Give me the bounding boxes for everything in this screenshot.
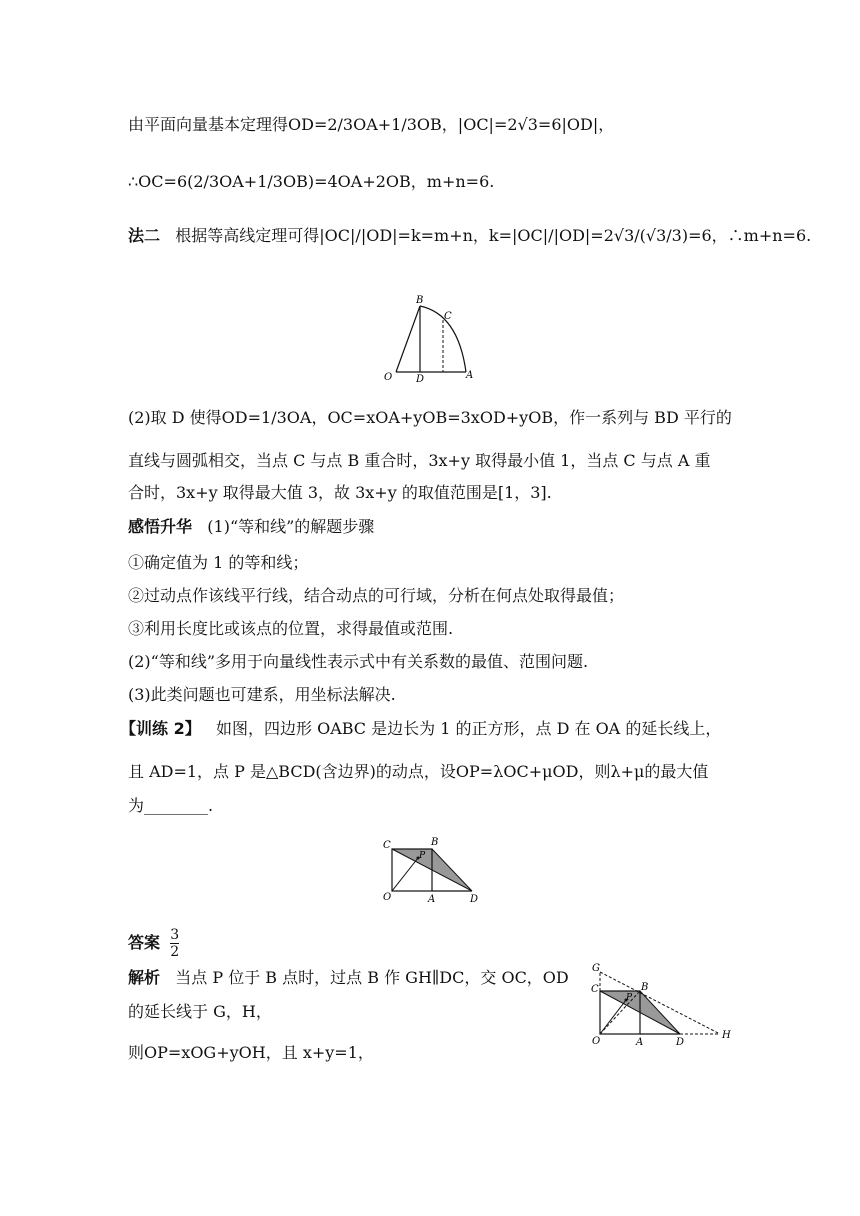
answer-label: 答案 <box>128 933 161 952</box>
text-line-13 <box>120 719 721 739</box>
text-line-7 <box>128 517 374 537</box>
label-o: O <box>383 892 392 903</box>
label-p: P <box>626 993 633 1003</box>
vector-op <box>600 1000 626 1034</box>
insight-text: (1)“等和线”的解题步骤 <box>207 517 375 536</box>
label-a: A <box>636 1037 644 1048</box>
method-two-label: 法二 <box>128 226 161 245</box>
label-a: A <box>466 370 474 381</box>
label-g: G <box>592 963 600 974</box>
label-b: B <box>641 982 649 993</box>
segment-ob <box>396 306 420 372</box>
analysis-line-3: 则OP=xOG+yOH，且 x+y=1， <box>128 1043 374 1062</box>
label-a: A <box>428 894 436 905</box>
vector-op <box>392 858 418 891</box>
answer-fraction <box>170 927 179 960</box>
text-line-2: ∴OC=6(2/3OA+1/3OB)=4OA+2OB，m+n=6. <box>128 172 495 191</box>
analysis-label: 解析 <box>128 968 161 987</box>
label-d: D <box>676 1037 685 1048</box>
text-line-14: 且 AD=1，点 P 是△BCD(含边界)的动点，设OP=λOC+μOD，则λ+μ的最大值 <box>128 762 709 781</box>
answer-numerator: 3 <box>170 927 180 943</box>
answer-denominator: 2 <box>170 944 180 960</box>
text-line-6: 合时，3x+y 取得最大值 3，故 3x+y 的取值范围是[1，3]. <box>128 483 552 502</box>
label-h: H <box>722 1030 731 1041</box>
analysis-text-1: 当点 P 位于 B 点时，过点 B 作 GH∥DC，交 OC，OD <box>175 968 569 987</box>
label-b: B <box>416 295 424 306</box>
text-line-8: ①确定值为 1 的等和线； <box>128 553 309 572</box>
label-c: C <box>591 984 599 995</box>
text-line-11: (2)“等和线”多用于向量线性表示式中有关系数的最值、范围问题. <box>128 652 589 671</box>
text-line-3 <box>128 226 811 246</box>
text-line-1: 由平面向量基本定理得OD=2/3OA+1/3OB，|OC|=2√3=6|OD|， <box>128 115 615 134</box>
answer-line <box>128 927 179 960</box>
method-two-text: 根据等高线定理可得|OC|/|OD|=k=m+n，k=|OC|/|OD|=2√3/(√3/3)=6，∴m+n=6. <box>175 226 812 245</box>
label-d: D <box>416 374 425 384</box>
label-p: P <box>419 851 426 861</box>
text-line-4: (2)取 D 使得OD=1/3OA，OC=xOA+yOB=3xOD+yOB，作一系列与 BD 平行的 <box>128 408 732 427</box>
analysis-line-1 <box>128 968 569 988</box>
exercise-label: 【训练 2】 <box>120 719 201 738</box>
label-o: O <box>384 372 393 383</box>
text-line-5: 直线与圆弧相交，当点 C 与点 B 重合时，3x+y 取得最小值 1，当点 C 与点 A 重 <box>128 451 711 470</box>
text-line-9: ②过动点作该线平行线，结合动点的可行域，分析在何点处取得最值； <box>128 586 625 605</box>
line-gh <box>600 972 720 1034</box>
figure-square-triangle <box>380 834 490 906</box>
label-c: C <box>383 840 391 851</box>
label-b: B <box>431 837 439 848</box>
text-line-15: 为________. <box>128 796 214 815</box>
exercise-text: 如图，四边形 OABC 是边长为 1 的正方形，点 D 在 OA 的延长线上， <box>215 719 722 738</box>
insight-label: 感悟升华 <box>128 517 193 536</box>
figure-quarter-arc <box>380 292 480 384</box>
figure-gh-construction <box>588 960 738 1050</box>
label-d: D <box>470 894 479 905</box>
text-line-12: (3)此类问题也可建系，用坐标法解决. <box>128 685 396 704</box>
analysis-line-2: 的延长线于 G，H， <box>128 1002 272 1021</box>
text-line-10: ③利用长度比或该点的位置，求得最值或范围. <box>128 619 454 638</box>
label-c: C <box>444 311 452 322</box>
label-o: O <box>592 1036 601 1047</box>
